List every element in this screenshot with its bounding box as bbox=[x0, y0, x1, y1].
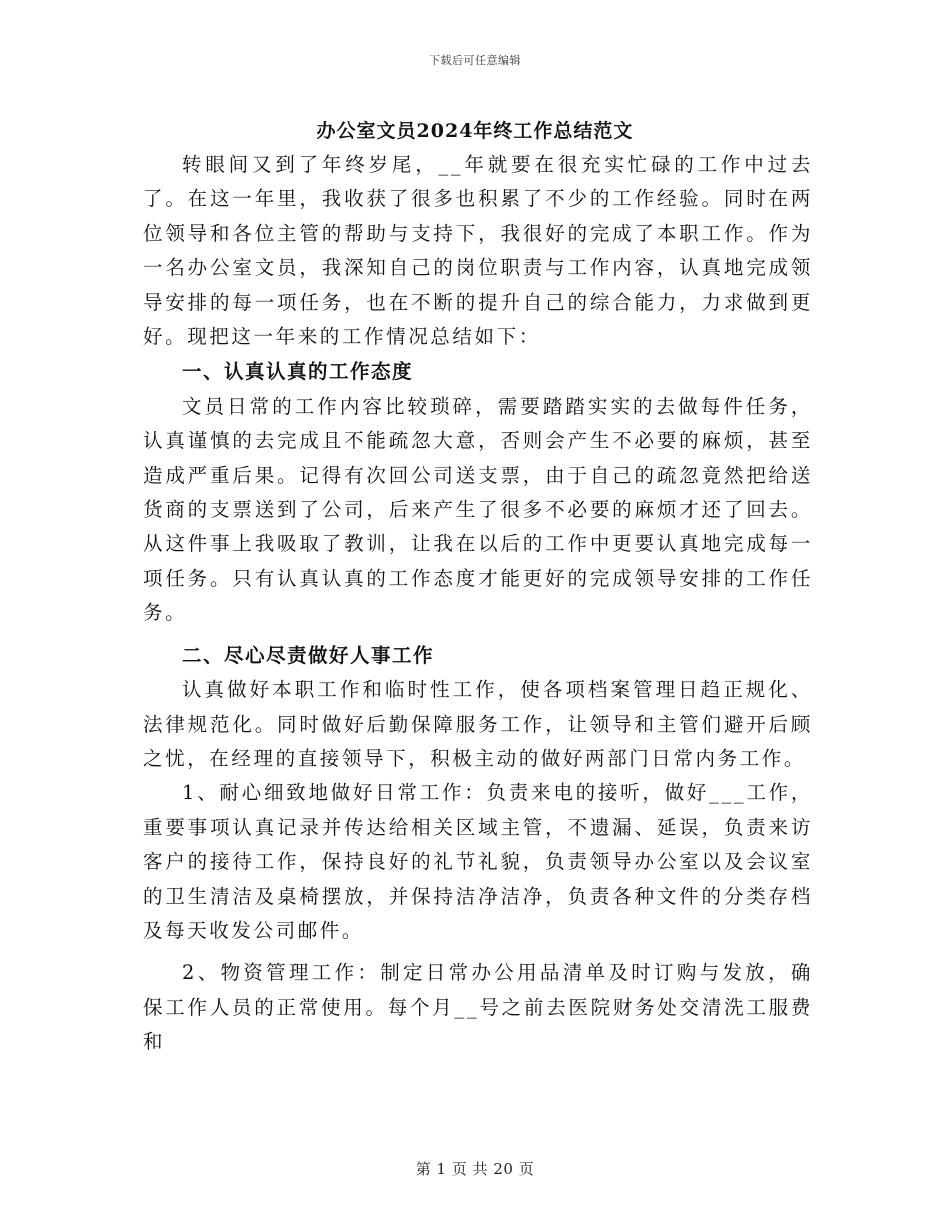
paragraph-section-2: 认真做好本职工作和临时性工作，使各项档案管理日趋正规化、法律规范化。同时做好后勤保障服务工作，让领导和主管们避开后顾之忧，在经理的直接领导下，积极主动的做好两部门日常内务工作。 bbox=[143, 678, 813, 770]
document-body bbox=[143, 148, 813, 1060]
section-heading-2: 二、尽心尽责做好人事工作 bbox=[182, 643, 435, 667]
document-title: 办公室文员2024年终工作总结范文 bbox=[316, 120, 634, 142]
paragraph-intro: 转眼间又到了年终岁尾，__年就要在很充实忙碌的工作中过去了。在这一年里，我收获了很多也积累了不少的工作经验。同时在两位领导和各位主管的帮助与支持下，我很好的完成了本职工作。作为一名办公室文员，我深知自己的岗位职责与工作内容，认真地完成领导安排的每一项任务，也在不断的提升自己的综合能力，力求做到更好。现把这一年来的工作情况总结如下： bbox=[143, 153, 813, 349]
page-number: 第 1 页 共 20 页 bbox=[415, 1160, 535, 1178]
page-header-note: 下载后可任意编辑 bbox=[429, 54, 521, 67]
paragraph-item-1: 1、耐心细致地做好日常工作：负责来电的接听，做好___工作，重要事项认真记录并传达给相关区域主管，不遗漏、延误，负责来访客户的接待工作，保持良好的礼节礼貌，负责领导办公室以及会议室的卫生清洁及桌椅摆放，并保持洁净洁净，负责各种文件的分类存档及每天收发公司邮件。 bbox=[143, 781, 813, 942]
paragraph-item-2: 2、物资管理工作：制定日常办公用品清单及时订购与发放，确保工作人员的正常使用。每个月__号之前去医院财务处交清洗工服费和 bbox=[143, 961, 813, 1054]
section-heading-1: 一、认真认真的工作态度 bbox=[182, 360, 414, 384]
paragraph-section-1: 文员日常的工作内容比较琐碎，需要踏踏实实的去做每件任务，认真谨慎的去完成且不能疏忽大意，否则会产生不必要的麻烦，甚至造成严重后果。记得有次回公司送支票，由于自己的疏忽竟然把给送货商的支票送到了公司，后来产生了很多不必要的麻烦才还了回去。从这件事上我吸取了教训，让我在以后的工作中更要认真地完成每一项任务。只有认真认真的工作态度才能更好的完成领导安排的工作任务。 bbox=[143, 394, 813, 625]
